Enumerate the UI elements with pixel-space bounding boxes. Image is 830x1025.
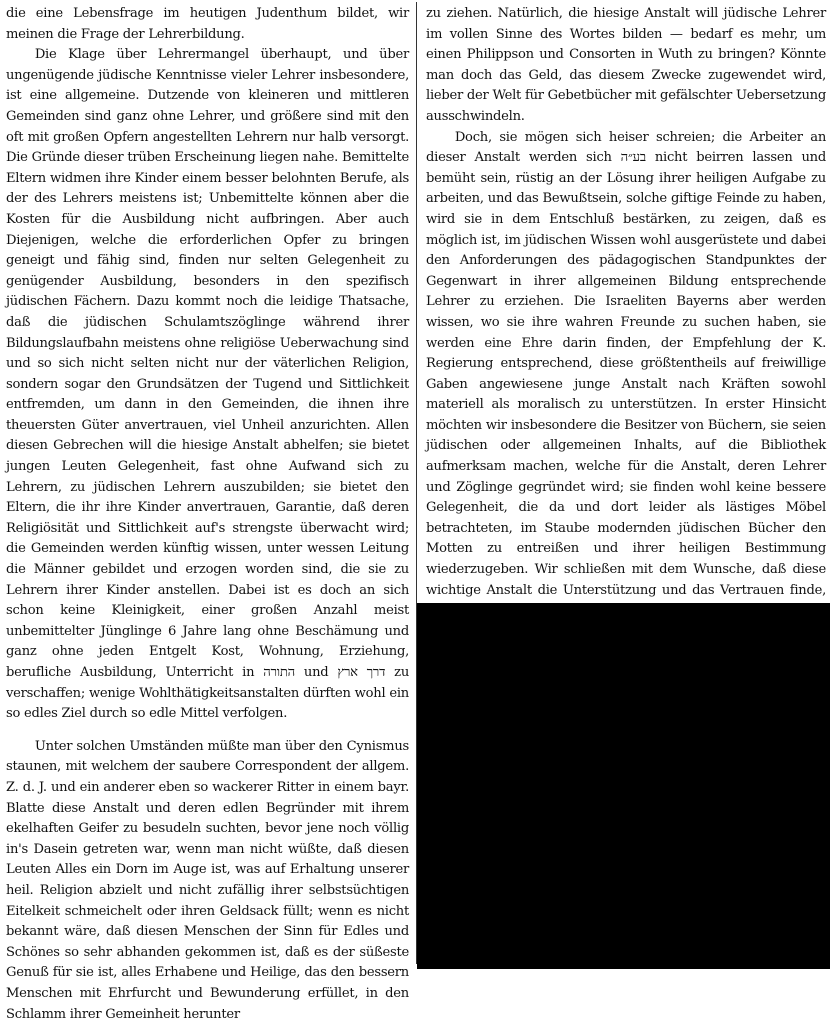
paragraph-cynicism: Unter solchen Umständen müßte man über den Cynismus staunen, mit welchem der saubere Correspondent der allgem. Z. d. J. und ein anderer eben so wackerer Ritter in einem bayr. Blatte diese Anstalt und deren edlen Begründer mit ihrem ekelhaften Geifer zu besudeln suchten, bevor jene noch völlig in's Dasein getreten war, wenn man nicht wüßte, daß diesen Leuten Alles ein Dorn im Auge ist, was auf Erhaltung unserer heil. Religion abzielt und nicht zufällig ihrer selbstsüchtigen Eitelkeit schmeichelt oder ihren Geldsack füllt; wenn es nicht bekannt wäre, daß diesen Menschen der Sinn für Edles und Schönes so sehr abhanden gekommen ist, daß es der süßeste Genuß für sie ist, alles Erhabene und Heilige, das den bessern Menschen mit Ehrfurcht und Bewunderung erfüllet, in den Schlamm ihrer Gemeinheit herunter bbox=[6, 738, 409, 1022]
paragraph-appeal: Doch, sie mögen sich heiser schreien; die Arbeiter an dieser Anstalt werden sich בע״ה nicht beirren lassen und bemüht sein, rüstig an der Lösung ihrer heiligen Aufgabe zu arbeiten, und das Bewußtsein, solche giftige Feinde zu haben, wird sie in dem Entschluß bestärken, zu zeigen, daß es möglich ist, im jüdischen Wissen wohl ausgerüstete und dabei den Anforderungen des pädagogischen Standpunktes der Gegenwart in ihrer allgemeinen Bildung entsprechende Lehrer zu erziehen. Die Israeliten Bayerns aber werden wissen, wo sie ihre wahren Freunde zu suchen haben, sie werden eine Ehre darin finden, der Empfehlung der K. Regierung entsprechend, diese größtentheils auf freiwillige Gaben angewiesene junge Anstalt nach Kräften sowohl materiell als moralisch zu unterstützen. In erster Hinsicht möchten wir insbesondere die Besitzer von Büchern, sie seien jüdischen oder allgemeinen Inhalts, auf die Bibliothek aufmerksam machen, welche für die Anstalt, deren Lehrer und Zöglinge gegründet wird; sie finden wohl keine bessere Gelegenheit, die da und dort leider als lästiges Möbel betrachteten, im Staube modernden jüdischen Bücher den Motten zu entreißen und ihrer heiligen Bestimmung wiederzugeben. Wir schließen mit dem Wunsche, daß diese wichtige Anstalt die Unterstützung und das Vertrauen finde, bbox=[426, 129, 826, 598]
left-column bbox=[6, 4, 409, 1025]
blank-black-area bbox=[417, 603, 830, 969]
right-column bbox=[426, 4, 826, 642]
paragraph-philippson: zu ziehen. Natürlich, die hiesige Anstalt will jüdische Lehrer im vollen Sinne des Wortes bilden — bedarf es mehr, um einen Philippson und Consorten in Wuth zu bringen? Könnte man doch das Geld, das diesem Zwecke zugewendet wird, lieber der Welt für Gebetbücher mit gefälschter Uebersetzung ausschwindeln. bbox=[426, 6, 826, 124]
paragraph-teacher-shortage: Die Klage über Lehrermangel überhaupt, und über ungenügende jüdische Kenntnisse vieler Lehrer insbesondere, ist eine allgemeine. Dutzende von kleineren und mittleren Gemeinden sind ganz ohne Lehrer, und größere sind mit den oft mit großen Opfern angestellten Lehrern nur halb versorgt. Die Gründe dieser trüben Erscheinung liegen nahe. Bemittelte Eltern widmen ihre Kinder einem besser belohnten Berufe, als der des Lehrers meistens ist; Unbemittelte können aber die Kosten für die Ausbildung nicht aufbringen. Aber auch Diejenigen, welche die erforderlichen Opfer zu bringen geneigt und fähig sind, finden nur selten Gelegenheit zu genügender Ausbildung, besonders in den spezifisch jüdischen Fächern. Dazu kommt noch die leidige Thatsache, daß die jüdischen Schulamtszöglinge während ihrer Bildungslaufbahn meistens ohne religiöse Ueberwachung sind und so sich nicht selten nicht nur der väterlichen Religion, sondern sogar den Grundsätzen der Tugend und Sittlichkeit entfremden, um dann in den Gemeinden, die ihnen ihre theuersten Güter anvertrauen, viel Unheil anzurichten. Allen diesen Gebrechen will die hiesige Anstalt abhelfen; sie bietet jungen Leuten Gelegenheit, fast ohne Aufwand sich zu Lehrern, zu jüdischen Lehrern auszubilden; sie bietet den Eltern, die ihr ihre Kinder anvertrauen, Garantie, daß deren Religiösität und Sittlichkeit auf's strengste überwacht wird; die Gemeinden werden künftig wissen, unter wessen Leitung die Männer gebildet und erzogen worden sind, die sie zu Lehrern ihrer Kinder anstellen. Dabei ist es doch an sich schon keine Kleinigkeit, einer großen Anzahl meist unbemittelter Jünglinge 6 Jahre lang ohne Beschämung und ganz ohne jeden Entgelt Kost, Wohnung, Erziehung, berufliche Ausbildung, Unterricht in התורה und דרך ארץ zu verschaffen; wenige Wohlthätigkeitsanstalten dürften wohl ein so edles Ziel durch so edle Mittel verfolgen. bbox=[6, 47, 410, 722]
paragraph-continuation: die eine Lebensfrage im heutigen Judenthum bildet, wir meinen die Frage der Lehrerbildung. bbox=[6, 6, 409, 42]
